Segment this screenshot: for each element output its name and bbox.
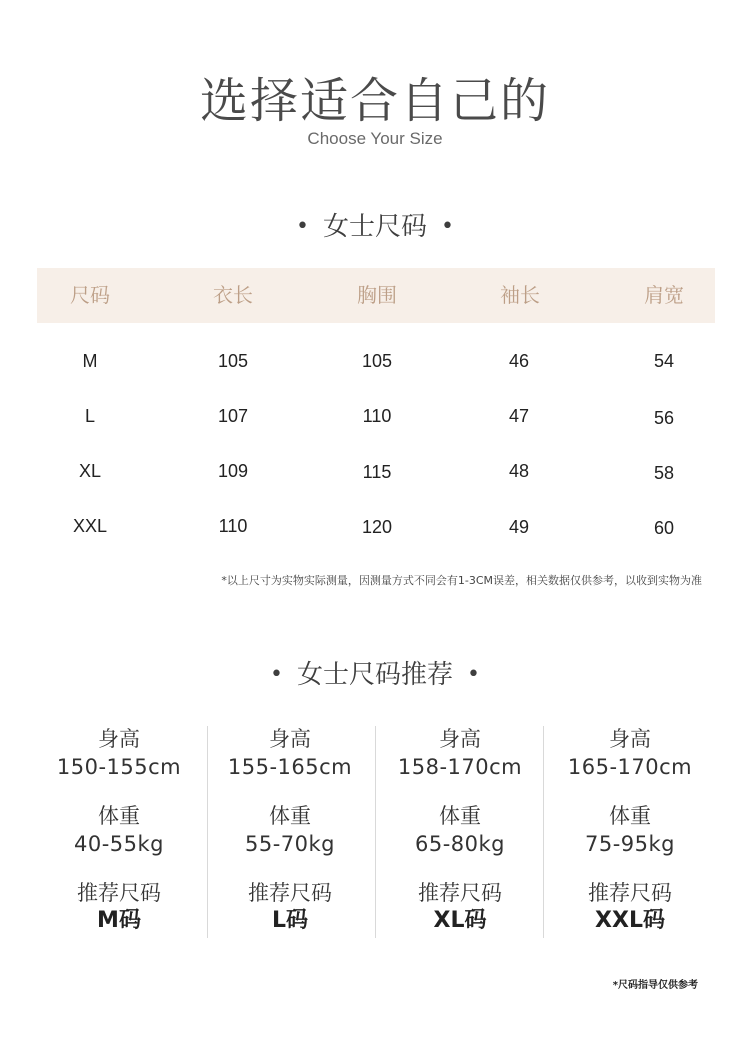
measurement-note: *以上尺寸为实物实际测量，因测量方式不同会有1-3CM误差，相关数据仅供参考，以收到实物为准 [221, 574, 702, 587]
table-cell: 110 [218, 516, 248, 536]
column-header-sleeve: 袖长 [500, 283, 540, 307]
table-cell: 109 [217, 461, 249, 481]
bullet-icon: • [467, 662, 480, 687]
weight-value: 55-70kg [244, 832, 335, 856]
weight-value: 75-95kg [584, 832, 675, 856]
size-chart-heading [0, 206, 750, 243]
column-header-length: 衣长 [213, 283, 253, 307]
recommend-heading [0, 654, 750, 691]
column-header-shoulder: 肩宽 [644, 283, 684, 307]
weight-label: 体重 [609, 804, 651, 828]
table-cell: 49 [508, 517, 530, 537]
height-value: 158-170cm [397, 755, 523, 779]
height-value: 155-165cm [227, 755, 353, 779]
size-guide-footnote: *尺码指导仅供参考 [612, 980, 698, 991]
table-cell: 110 [362, 406, 392, 426]
table-cell: 54 [653, 351, 675, 371]
recommended-size-value: XL码 [433, 908, 487, 933]
table-cell: 47 [508, 406, 530, 426]
table-cell: L [84, 406, 95, 426]
size-chart-heading-text: 女士尺码 [322, 212, 427, 242]
recommend-column [205, 726, 375, 938]
weight-value: 65-80kg [414, 832, 505, 856]
bullet-icon: • [441, 214, 454, 239]
recommended-size-label: 推荐尺码 [588, 881, 672, 905]
page-title: 选择适合自己的 [199, 73, 550, 129]
table-cell: 115 [362, 462, 392, 482]
height-label: 身高 [98, 727, 140, 751]
height-label: 身高 [269, 727, 311, 751]
weight-value: 40-55kg [73, 832, 164, 856]
column-header-size: 尺码 [70, 283, 110, 307]
table-cell: M [82, 351, 98, 371]
recommended-size-label: 推荐尺码 [418, 881, 502, 905]
table-cell: 107 [217, 406, 249, 426]
table-cell: XL [78, 461, 102, 481]
height-label: 身高 [439, 727, 481, 751]
height-value: 150-155cm [56, 755, 182, 779]
recommended-size-value: XXL码 [595, 908, 665, 933]
recommend-column [545, 726, 715, 938]
table-cell: 48 [508, 461, 530, 481]
bullet-icon: • [270, 662, 283, 687]
height-label: 身高 [609, 727, 651, 751]
column-divider [543, 726, 544, 938]
recommended-size-value: L码 [271, 908, 309, 933]
table-cell: 105 [217, 351, 249, 371]
recommended-size-label: 推荐尺码 [77, 881, 161, 905]
weight-label: 体重 [439, 804, 481, 828]
column-header-chest: 胸围 [357, 283, 397, 307]
recommended-size-label: 推荐尺码 [248, 881, 332, 905]
table-cell: 105 [361, 351, 393, 371]
table-cell: XXL [72, 516, 108, 536]
recommended-size-value: M码 [97, 908, 141, 933]
recommend-heading-text: 女士尺码推荐 [296, 660, 453, 690]
recommend-column [375, 726, 545, 938]
recommend-column [34, 726, 204, 938]
weight-label: 体重 [269, 804, 311, 828]
table-cell: 46 [508, 351, 530, 371]
table-cell: 56 [653, 408, 675, 428]
weight-label: 体重 [98, 804, 140, 828]
table-cell: 60 [653, 518, 675, 538]
table-cell: 120 [361, 517, 393, 537]
height-value: 165-170cm [567, 755, 693, 779]
table-cell: 58 [653, 463, 675, 483]
page-subtitle: Choose Your Size [307, 129, 443, 148]
bullet-icon: • [296, 214, 309, 239]
